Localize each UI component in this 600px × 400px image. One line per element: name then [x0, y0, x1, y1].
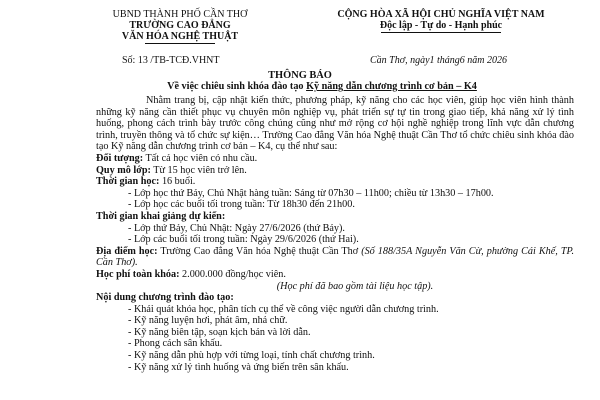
fee-note: (Học phí đã bao gồm tài liệu học tập).	[276, 280, 434, 292]
document-subtitle	[72, 81, 572, 93]
content-item: - Kỹ năng luyện hơi, phát âm, nhả chữ.	[128, 315, 288, 327]
duration-line	[96, 176, 574, 188]
opening-weekend: - Lớp thứ Bảy, Chủ Nhật: Ngày 27/6/2026 (thứ Bảy).	[128, 222, 345, 234]
subtitle-course-name: Kỹ năng dẫn chương trình cơ bản – K4	[306, 81, 477, 92]
audience-line	[96, 153, 574, 165]
audience-value: Tất cả học viên có nhu cầu.	[143, 152, 258, 164]
location-value: Trường Cao đẳng Văn hóa Nghệ thuật Cần Thơ	[157, 245, 362, 257]
document-body	[96, 95, 574, 373]
document-number: Số: 13 /TB-TCĐ.VHNT	[122, 55, 220, 66]
national-motto: Độc lập - Tự do - Hạnh phúc	[379, 20, 503, 31]
opening-label: Thời gian khai giảng dự kiến:	[96, 210, 226, 222]
schedule-weekend: - Lớp học thứ Bảy, Chủ Nhật hàng tuần: Sáng từ 07h30 – 11h00; chiều từ 13h30 – 17h00.	[128, 187, 494, 199]
audience-label: Đối tượng:	[96, 152, 144, 164]
schedule-evening: - Lớp học các buổi tối trong tuần: Từ 18h30 đến 21h00.	[128, 199, 355, 211]
intro-paragraph: Nhằm trang bị, cập nhật kiến thức, phương pháp, kỹ năng cho các học viên, giúp học viên hình thành những kỹ năng cần thiết phục vụ chuyên môn nghiệp vụ, phát triển sự tự tin trong giao tiếp, khả năng xử lý tình huống, phong cách trình bày trước công chúng cũng như mở rộng cơ hội nghề nghiệp trong lĩnh vực dẫn chương trình, truyền thông và tổ chức sự kiện… Trường Cao đẳng Văn hóa Nghệ thuật Cần Thơ tổ chức chiêu sinh khóa đào tạo Kỹ năng dẫn chương trình cơ bản – K4, cụ thể như sau:	[96, 95, 574, 153]
fee-line	[96, 269, 574, 281]
opening-evening: - Lớp các buổi tối trong tuần: Ngày 29/6/2026 (thứ Hai).	[128, 234, 359, 246]
issuer-authority: UBND THÀNH PHỐ CẦN THƠ	[112, 9, 248, 20]
fee-label: Học phí toàn khóa:	[96, 268, 180, 280]
issuer-underline	[145, 43, 215, 44]
location-address: (Số 188/35A Nguyễn Văn Cừ, phường Cái Khế, TP. Cần Thơ).	[96, 245, 575, 269]
opening-line	[96, 211, 574, 223]
duration-label: Thời gian học:	[96, 176, 160, 188]
subtitle-prefix: Về việc chiêu sinh khóa đào tạo	[167, 81, 307, 92]
content-item: - Kỹ năng xử lý tình huống và ứng biến trên sân khấu.	[128, 361, 349, 373]
issuer-school-line1: TRƯỜNG CAO ĐẲNG	[129, 20, 231, 31]
country-name: CỘNG HÒA XÃ HỘI CHỦ NGHĨA VIỆT NAM	[337, 9, 545, 20]
content-item: - Khái quát khóa học, phân tích cụ thể về công việc người dẫn chương trình.	[128, 303, 439, 315]
national-motto-block	[296, 9, 586, 33]
content-item: - Kỹ năng dẫn phù hợp với từng loại, tính chất chương trình.	[128, 350, 375, 362]
issue-date: Cần Thơ, ngày1 tháng6 năm 2026	[370, 55, 508, 66]
class-size-label: Quy mô lớp:	[96, 164, 151, 176]
class-size-line	[96, 165, 574, 177]
duration-value: 16 buổi.	[159, 176, 196, 188]
content-line	[96, 292, 574, 304]
content-item: - Kỹ năng biên tập, soạn kịch bản và lời dẫn.	[128, 326, 311, 338]
issuer-school-line2: VĂN HÓA NGHỆ THUẬT	[121, 31, 239, 42]
content-label: Nội dung chương trình đào tạo:	[96, 292, 234, 304]
fee-value: 2.000.000 đồng/học viên.	[179, 268, 286, 280]
motto-underline	[381, 32, 501, 33]
location-line	[96, 246, 574, 269]
issuer-block	[70, 9, 290, 44]
class-size-value: Từ 15 học viên trở lên.	[150, 164, 247, 176]
document-title: THÔNG BÁO	[268, 70, 332, 81]
location-label: Địa điểm học:	[96, 245, 158, 257]
content-item: - Phong cách sân khấu.	[128, 338, 223, 350]
